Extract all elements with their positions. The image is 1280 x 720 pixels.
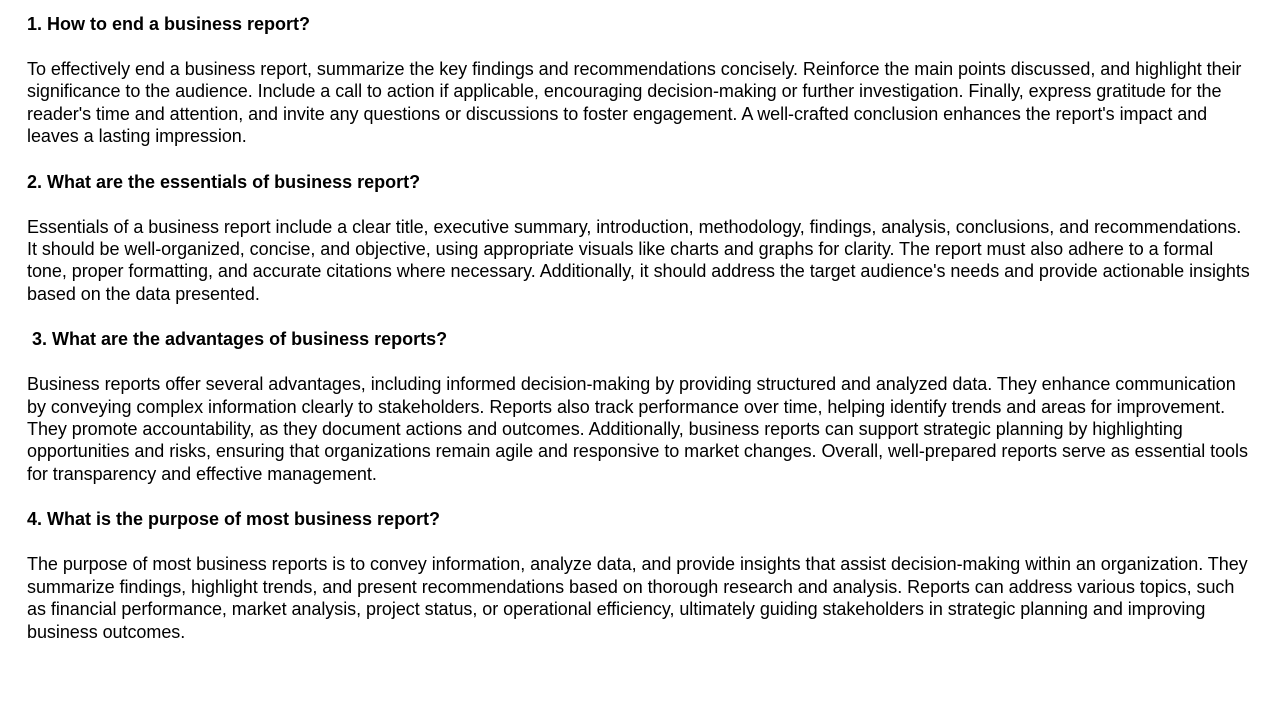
faq-answer: Essentials of a business report include a clear title, executive summary, introduction, methodology, findings, analysis, conclusions, and recommendations. It should be well-organized, concise, and objective, using appropriate visuals like charts and graphs for clarity. The report must also adhere to a formal tone, proper formatting, and accurate citations where necessary. Additionally, it should address the target audience's needs and provide actionable insights based on the data presented.	[27, 216, 1250, 304]
faq-item-3	[27, 328, 1255, 485]
faq-answer: Business reports offer several advantages, including informed decision-making by providing structured and analyzed data. They enhance communication by conveying complex information clearly to stakeholders. Reports also track performance over time, helping identify trends and areas for improvement. They promote accountability, as they document actions and outcomes. Additionally, business reports can support strategic planning by highlighting opportunities and risks, ensuring that organizations remain agile and responsive to market changes. Overall, well-prepared reports serve as essential tools for transparency and effective management.	[27, 374, 1248, 484]
faq-item-2	[27, 171, 1255, 306]
faq-answer: The purpose of most business reports is to convey information, analyze data, and provide insights that assist decision-making within an organization. They summarize findings, highlight trends, and present recommendations based on thorough research and analysis. Reports can address various topics, such as financial performance, market analysis, project status, or operational efficiency, ultimately guiding stakeholders in strategic planning and improving business outcomes.	[27, 554, 1248, 642]
faq-list	[27, 13, 1255, 666]
faq-item-1	[27, 13, 1255, 148]
faq-answer: To effectively end a business report, summarize the key findings and recommendations concisely. Reinforce the main points discussed, and highlight their significance to the audience. Include a call to action if applicable, encouraging decision-making or further investigation. Finally, express gratitude for the reader's time and attention, and invite any questions or discussions to foster engagement. A well-crafted conclusion enhances the report's impact and leaves a lasting impression.	[27, 59, 1242, 147]
faq-question: 1. How to end a business report?	[27, 14, 311, 34]
faq-question: 3. What are the advantages of business reports?	[27, 329, 448, 350]
faq-question: 2. What are the essentials of business report?	[27, 171, 421, 192]
faq-question: 4. What is the purpose of most business report?	[27, 509, 441, 530]
faq-item-4	[27, 508, 1255, 643]
